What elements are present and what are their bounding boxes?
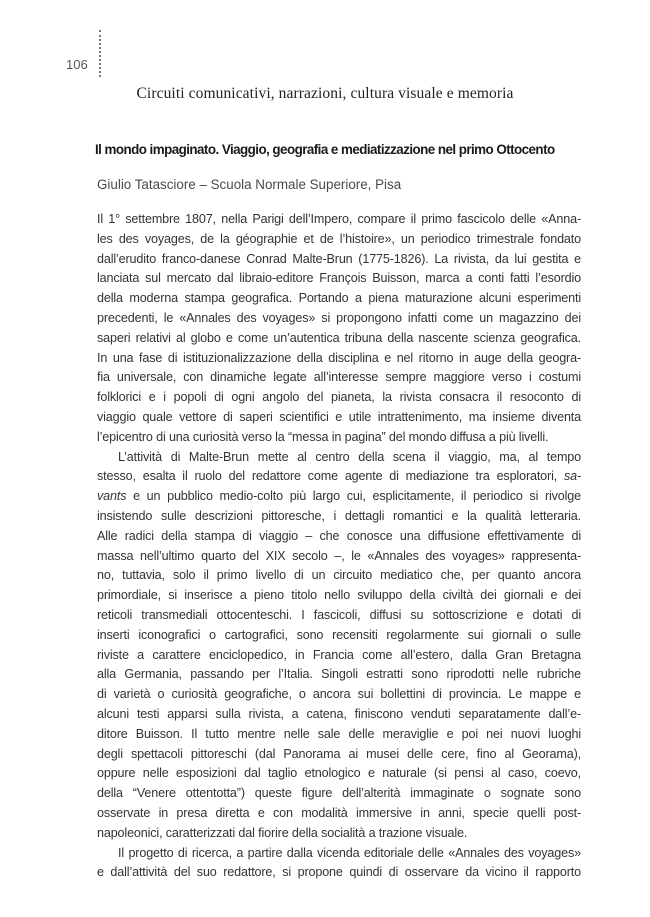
body-line: e dall’attività del suo redattore, si propone quindi di osservare da vicino il rapporto <box>97 865 581 880</box>
body-line: degli spettacoli pittoreschi (dal Panorama ai musei delle cere, fino al Georama), <box>97 746 581 761</box>
body-line: Il 1° settembre 1807, nella Parigi dell’Impero, compare il primo fascicolo delle «Anna- <box>97 212 581 226</box>
body-line: insistendo sulle descrizioni pittoresche, i dettagli romantici e la qualità letteraria. <box>97 508 581 523</box>
body-line: ditore Buisson. Il tutto mentre nelle sale delle meraviglie e poi nei nuovi luoghi <box>97 726 581 741</box>
article-body <box>97 210 581 883</box>
article-author: Giulio Tatasciore – Scuola Normale Superiore, Pisa <box>97 177 402 192</box>
page-number: 106 <box>66 57 88 72</box>
body-line: reticoli transmediali ottocenteschi. I fascicoli, diffusi su sottoscrizione e dotati di <box>97 607 581 622</box>
body-line: della “Venere ottentotta”) queste figure dell’alterità immaginate o sognate sono <box>97 786 581 801</box>
body-line: inserti iconografici o cartografici, sono recensiti regolarmente sui giornali o sulle <box>97 627 581 642</box>
body-line: alcuni testi apparsi sulla rivista, a catena, finiscono venduti separatamente dall’e- <box>97 706 581 721</box>
body-line: precedenti, le «Annales des voyages» si propongono infatti come un magazzino dei <box>97 310 581 325</box>
body-line: les des voyages, de la géographie et de l’histoire», un periodico trimestrale fondato <box>97 231 581 246</box>
body-line: riviste a carattere enciclopedico, in Francia come all’estero, dalla Gran Bretagna <box>97 647 581 662</box>
body-line: viaggio quale vettore di saperi scientifici e utile intrattenimento, ma insieme diventa <box>97 409 581 424</box>
body-line: massa nell’ultimo quarto del XIX secolo –, le «Annales des voyages» rappresenta- <box>97 548 581 563</box>
body-line: lanciata sul mercato dal libraio-editore François Buisson, marca a conti fatti l’esordio <box>97 271 581 286</box>
body-line: saperi relativi al globo e come un’autentica tribuna della nascente scienza geografica. <box>97 330 581 345</box>
body-line: alla Germania, passando per l’Italia. Singoli estratti sono riprodotti nelle rubriche <box>97 667 581 682</box>
page-number-divider <box>99 30 101 77</box>
body-line: osservate in presa diretta e con modalità immersive in anni, specie quelli post- <box>97 805 581 820</box>
body-line: fia universale, con dinamiche legate all’interesse sempre maggiore verso i costumi <box>97 370 581 385</box>
body-line: L’attività di Malte-Brun mette al centro della scena il viaggio, ma, al tempo <box>118 449 581 464</box>
body-line: napoleonici, caratterizzati dal fiorire della socialità a trazione visuale. <box>97 825 468 840</box>
body-line: oppure nelle esposizioni dal taglio etnologico e naturale (si pensi al caso, coevo, <box>97 766 581 781</box>
body-line: primordiale, si inserisce a pieno titolo nello sviluppo della civiltà dei giornali e dei <box>97 588 581 603</box>
body-line: Il progetto di ricerca, a partire dalla vicenda editoriale delle «Annales des voyages» <box>118 845 581 860</box>
body-line: l’epicentro di una curiosità verso la “messa in pagina” del mondo diffusa a più livelli. <box>97 429 549 444</box>
body-line: di varietà o curiosità geografiche, o ancora sui bollettini di provincia. Le mappe e <box>97 687 581 702</box>
body-line: In una fase di istituzionalizzazione della disciplina e nel ritorno in auge della geogra- <box>97 350 581 365</box>
body-line: vants e un pubblico medio-colto più largo cui, esplicitamente, il periodico si rivolge <box>97 489 581 504</box>
body-line: folklorici e i popoli di ogni angolo del pianeta, la rivista consacra il resoconto di <box>97 390 581 405</box>
article-title: Il mondo impaginato. Viaggio, geografia e mediatizzazione nel primo Ottocento <box>95 142 555 157</box>
body-line: Alle radici della stampa di viaggio – che conosce una diffusione effettivamente di <box>97 528 581 543</box>
body-line: dall’erudito franco-danese Conrad Malte-Brun (1775-1826). La rivista, da lui gestita e <box>97 251 581 266</box>
body-line: della moderna stampa geografica. Portando a piena maturazione alcuni esperimenti <box>97 291 581 306</box>
body-line: no, tuttavia, solo il primo livello di un circuito mediatico che, per quanto ancora <box>97 568 581 583</box>
running-header: Circuiti comunicativi, narrazioni, cultura visuale e memoria <box>136 85 514 102</box>
body-line: stesso, esalta il ruolo del redattore come agente di mediazione tra esploratori, sa- <box>97 469 581 484</box>
